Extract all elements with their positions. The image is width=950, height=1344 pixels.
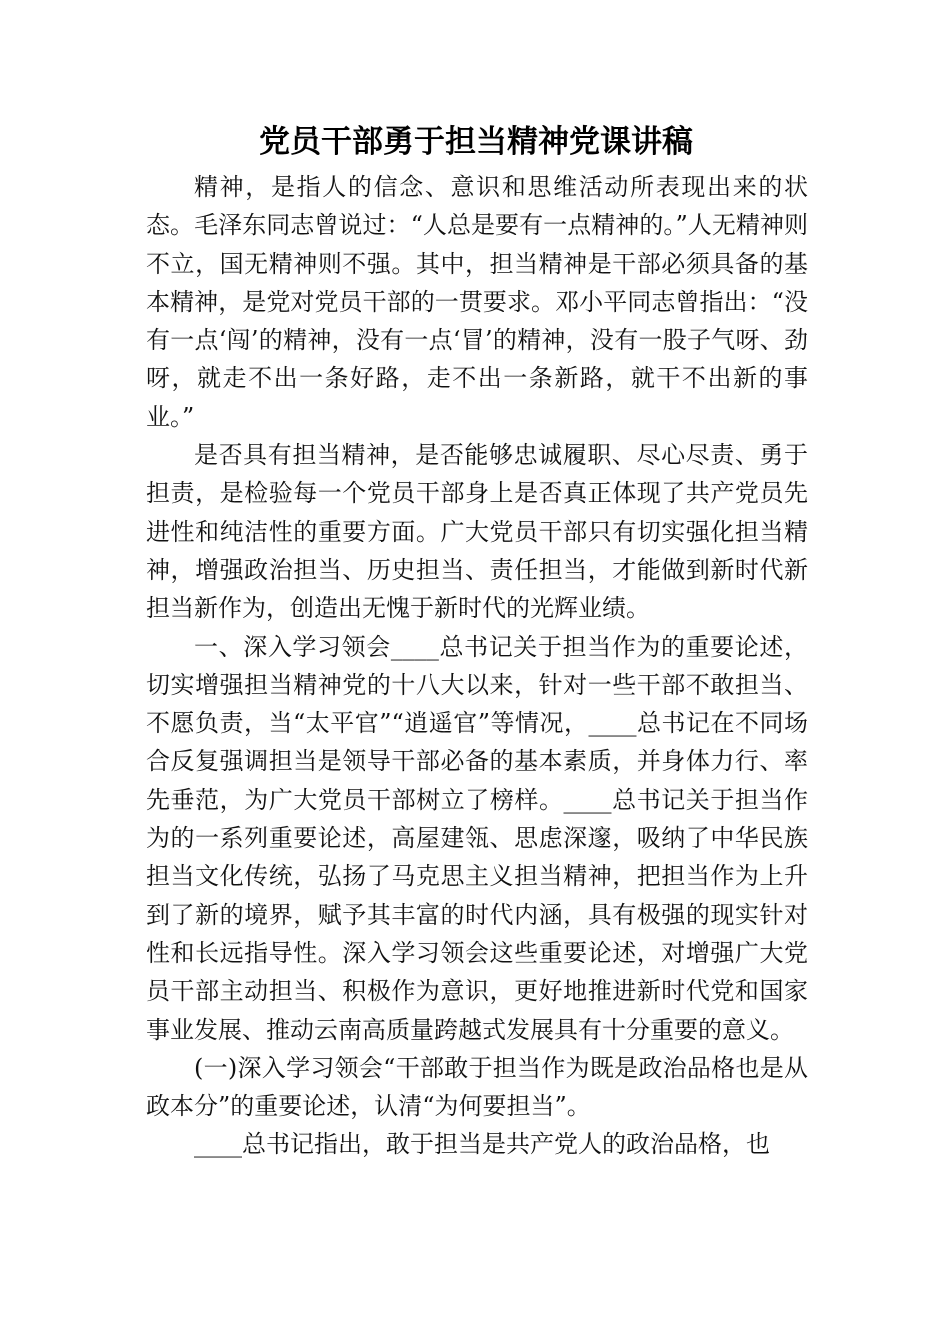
paragraph-subsection-one: (一)深入学习领会“干部敢于担当作为既是政治品格也是从政本分”的重要论述，认清“为何要担当”。	[146, 1053, 808, 1121]
document-body	[146, 168, 808, 1164]
paragraph-section-one: 一、深入学习领会____总书记关于担当作为的重要论述，切实增强担当精神党的十八大以来，针对一些干部不敢担当、不愿负责，当“太平官”“逍遥官”等情况，____总书记在不同场合反复强调担当是领导干部必备的基本素质，并身体力行、率先垂范，为广大党员干部树立了榜样。____总书记关于担当作为的一系列重要论述，高屋建瓴、思虑深邃，吸纳了中华民族担当文化传统，弘扬了马克思主义担当精神，把担当作为上升到了新的境界，赋予其丰富的时代内涵，具有极强的现实针对性和长远指导性。深入学习领会这些重要论述，对增强广大党员干部主动担当、积极作为意识，更好地推进新时代党和国家事业发展、推动云南高质量跨越式发展具有十分重要的意义。	[146, 632, 808, 1044]
paragraph-intro: 精神，是指人的信念、意识和思维活动所表现出来的状态。毛泽东同志曾说过：“人总是要有一点精神的。”人无精神则不立，国无精神则不强。其中，担当精神是干部必须具备的基本精神，是党对党员干部的一贯要求。邓小平同志曾指出：“没有一点‘闯’的精神，没有一点‘冒’的精神，没有一股子气呀、劲呀，就走不出一条好路，走不出一条新路，就干不出新的事业。”	[146, 173, 808, 431]
paragraph-responsibility: 是否具有担当精神，是否能够忠诚履职、尽心尽责、勇于担责，是检验每一个党员干部身上是否真正体现了共产党员先进性和纯洁性的重要方面。广大党员干部只有切实强化担当精神，增强政治担当、历史担当、责任担当，才能做到新时代新担当新作为，创造出无愧于新时代的光辉业绩。	[146, 441, 808, 623]
paragraph-continuation: ____总书记指出，敢于担当是共产党人的政治品格，也	[194, 1130, 770, 1159]
document-title: 党员干部勇于担当精神党课讲稿	[259, 124, 693, 160]
